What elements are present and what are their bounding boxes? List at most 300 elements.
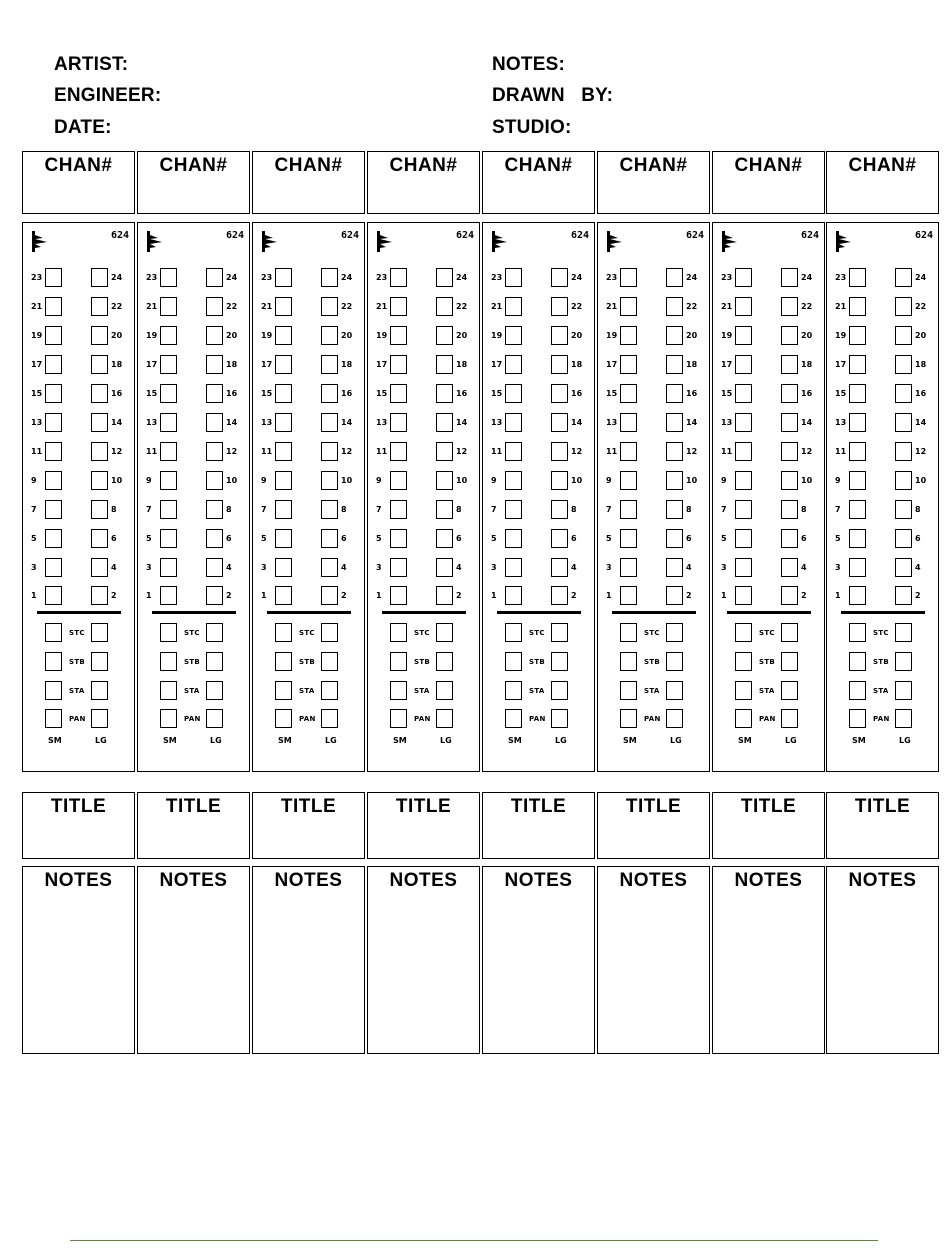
track-select-left[interactable] bbox=[849, 326, 866, 345]
track-select-right[interactable] bbox=[436, 558, 453, 577]
track-select-right[interactable] bbox=[551, 558, 568, 577]
eq-select-right[interactable] bbox=[666, 652, 683, 671]
track-select-right[interactable] bbox=[666, 413, 683, 432]
track-select-left[interactable] bbox=[160, 268, 177, 287]
eq-select-right[interactable] bbox=[436, 623, 453, 642]
title-box[interactable] bbox=[137, 792, 250, 859]
track-select-left[interactable] bbox=[275, 529, 292, 548]
track-number-right: 18 bbox=[686, 360, 698, 369]
track-select-right[interactable] bbox=[436, 471, 453, 490]
track-select-right[interactable] bbox=[206, 586, 223, 605]
track-select-right[interactable] bbox=[781, 442, 798, 461]
track-select-left[interactable] bbox=[505, 529, 522, 548]
track-select-right[interactable] bbox=[551, 384, 568, 403]
track-select-right[interactable] bbox=[321, 471, 338, 490]
title-box[interactable] bbox=[597, 792, 710, 859]
eq-select-right[interactable] bbox=[206, 709, 223, 728]
track-number-left: 1 bbox=[835, 591, 841, 600]
track-select-right[interactable] bbox=[551, 586, 568, 605]
track-select-left[interactable] bbox=[390, 297, 407, 316]
eq-select-right[interactable] bbox=[781, 709, 798, 728]
track-select-left[interactable] bbox=[160, 586, 177, 605]
track-select-left[interactable] bbox=[620, 442, 637, 461]
channel-box[interactable] bbox=[367, 151, 480, 214]
title-box[interactable] bbox=[482, 792, 595, 859]
eq-select-left[interactable] bbox=[390, 623, 407, 642]
track-select-right[interactable] bbox=[666, 297, 683, 316]
eq-label: STC bbox=[759, 629, 775, 637]
track-number-left: 23 bbox=[146, 273, 158, 282]
track-select-right[interactable] bbox=[781, 297, 798, 316]
track-select-right[interactable] bbox=[91, 297, 108, 316]
track-select-left[interactable] bbox=[849, 529, 866, 548]
notes-box[interactable] bbox=[712, 866, 825, 1054]
eq-select-left[interactable] bbox=[275, 681, 292, 700]
track-select-right[interactable] bbox=[321, 442, 338, 461]
track-select-left[interactable] bbox=[735, 413, 752, 432]
track-select-left[interactable] bbox=[620, 413, 637, 432]
track-select-left[interactable] bbox=[45, 529, 62, 548]
track-select-left[interactable] bbox=[390, 413, 407, 432]
foot-label-sm: SM bbox=[163, 736, 177, 745]
eq-select-right[interactable] bbox=[321, 681, 338, 700]
track-select-right[interactable] bbox=[206, 268, 223, 287]
track-select-left[interactable] bbox=[505, 326, 522, 345]
eq-select-right[interactable] bbox=[895, 623, 912, 642]
track-select-left[interactable] bbox=[735, 471, 752, 490]
title-box[interactable] bbox=[712, 792, 825, 859]
notes-box[interactable] bbox=[137, 866, 250, 1054]
eq-select-right[interactable] bbox=[321, 623, 338, 642]
notes-box[interactable] bbox=[482, 866, 595, 1054]
eq-select-right[interactable] bbox=[91, 709, 108, 728]
track-select-left[interactable] bbox=[390, 529, 407, 548]
eq-select-left[interactable] bbox=[390, 652, 407, 671]
track-select-right[interactable] bbox=[321, 268, 338, 287]
track-select-right[interactable] bbox=[206, 471, 223, 490]
track-select-left[interactable] bbox=[160, 558, 177, 577]
track-select-right[interactable] bbox=[781, 471, 798, 490]
track-select-left[interactable] bbox=[505, 355, 522, 374]
track-number-left: 21 bbox=[835, 302, 847, 311]
track-select-right[interactable] bbox=[666, 326, 683, 345]
eq-select-left[interactable] bbox=[505, 681, 522, 700]
title-box[interactable] bbox=[22, 792, 135, 859]
eq-select-left[interactable] bbox=[275, 652, 292, 671]
eq-select-left[interactable] bbox=[849, 652, 866, 671]
track-select-right[interactable] bbox=[321, 297, 338, 316]
eq-select-right[interactable] bbox=[551, 652, 568, 671]
track-select-right[interactable] bbox=[781, 558, 798, 577]
eq-select-right[interactable] bbox=[781, 681, 798, 700]
eq-select-right[interactable] bbox=[666, 681, 683, 700]
track-select-left[interactable] bbox=[620, 558, 637, 577]
eq-select-left[interactable] bbox=[735, 652, 752, 671]
eq-select-right[interactable] bbox=[91, 623, 108, 642]
track-select-left[interactable] bbox=[849, 558, 866, 577]
eq-select-right[interactable] bbox=[91, 652, 108, 671]
title-label: TITLE bbox=[625, 796, 682, 817]
track-select-right[interactable] bbox=[91, 268, 108, 287]
track-select-right[interactable] bbox=[321, 326, 338, 345]
track-select-right[interactable] bbox=[895, 268, 912, 287]
track-select-left[interactable] bbox=[505, 558, 522, 577]
channel-box[interactable] bbox=[826, 151, 939, 214]
channel-box[interactable] bbox=[597, 151, 710, 214]
track-select-left[interactable] bbox=[505, 442, 522, 461]
eq-select-left[interactable] bbox=[45, 681, 62, 700]
eq-label: PAN bbox=[184, 715, 201, 723]
eq-select-right[interactable] bbox=[436, 652, 453, 671]
track-select-right[interactable] bbox=[781, 268, 798, 287]
eq-select-right[interactable] bbox=[666, 709, 683, 728]
track-select-right[interactable] bbox=[666, 529, 683, 548]
track-select-left[interactable] bbox=[849, 500, 866, 519]
eq-select-left[interactable] bbox=[735, 681, 752, 700]
track-number-right: 8 bbox=[571, 505, 577, 514]
track-select-left[interactable] bbox=[275, 442, 292, 461]
track-select-left[interactable] bbox=[160, 413, 177, 432]
track-select-left[interactable] bbox=[45, 384, 62, 403]
eq-select-left[interactable] bbox=[505, 709, 522, 728]
track-select-right[interactable] bbox=[781, 384, 798, 403]
track-select-right[interactable] bbox=[895, 384, 912, 403]
eq-select-left[interactable] bbox=[275, 709, 292, 728]
track-select-left[interactable] bbox=[505, 413, 522, 432]
track-select-right[interactable] bbox=[91, 500, 108, 519]
track-select-left[interactable] bbox=[620, 268, 637, 287]
eq-select-right[interactable] bbox=[781, 652, 798, 671]
track-select-left[interactable] bbox=[45, 355, 62, 374]
track-select-left[interactable] bbox=[505, 500, 522, 519]
eq-select-left[interactable] bbox=[45, 623, 62, 642]
title-box[interactable] bbox=[367, 792, 480, 859]
track-select-left[interactable] bbox=[275, 558, 292, 577]
track-select-left[interactable] bbox=[390, 558, 407, 577]
eq-select-right[interactable] bbox=[321, 709, 338, 728]
track-select-left[interactable] bbox=[849, 297, 866, 316]
eq-select-right[interactable] bbox=[436, 681, 453, 700]
eq-select-left[interactable] bbox=[505, 623, 522, 642]
track-select-left[interactable] bbox=[390, 442, 407, 461]
track-select-right[interactable] bbox=[781, 326, 798, 345]
track-select-right[interactable] bbox=[436, 529, 453, 548]
track-select-left[interactable] bbox=[160, 442, 177, 461]
track-select-left[interactable] bbox=[160, 297, 177, 316]
track-select-left[interactable] bbox=[275, 326, 292, 345]
track-number-right: 10 bbox=[915, 476, 927, 485]
track-select-left[interactable] bbox=[849, 268, 866, 287]
track-select-right[interactable] bbox=[551, 500, 568, 519]
channel-box[interactable] bbox=[252, 151, 365, 214]
track-select-left[interactable] bbox=[735, 442, 752, 461]
track-select-right[interactable] bbox=[436, 384, 453, 403]
track-select-left[interactable] bbox=[620, 384, 637, 403]
track-select-left[interactable] bbox=[735, 529, 752, 548]
track-select-right[interactable] bbox=[666, 442, 683, 461]
track-select-right[interactable] bbox=[91, 529, 108, 548]
track-number-left: 23 bbox=[835, 273, 847, 282]
track-select-left[interactable] bbox=[390, 268, 407, 287]
notes-box[interactable] bbox=[597, 866, 710, 1054]
track-select-left[interactable] bbox=[160, 384, 177, 403]
eq-select-left[interactable] bbox=[275, 623, 292, 642]
track-number-left: 9 bbox=[146, 476, 152, 485]
track-select-left[interactable] bbox=[390, 586, 407, 605]
track-select-left[interactable] bbox=[160, 500, 177, 519]
track-select-left[interactable] bbox=[849, 384, 866, 403]
track-select-left[interactable] bbox=[620, 586, 637, 605]
eq-select-right[interactable] bbox=[895, 652, 912, 671]
track-select-right[interactable] bbox=[206, 558, 223, 577]
track-number-left: 5 bbox=[491, 534, 497, 543]
track-select-right[interactable] bbox=[551, 355, 568, 374]
track-select-right[interactable] bbox=[436, 413, 453, 432]
track-select-left[interactable] bbox=[275, 355, 292, 374]
track-select-left[interactable] bbox=[45, 442, 62, 461]
track-select-left[interactable] bbox=[735, 586, 752, 605]
track-select-left[interactable] bbox=[390, 500, 407, 519]
eq-select-left[interactable] bbox=[160, 652, 177, 671]
track-select-right[interactable] bbox=[91, 326, 108, 345]
track-select-left[interactable] bbox=[849, 442, 866, 461]
track-select-left[interactable] bbox=[735, 268, 752, 287]
track-number-right: 20 bbox=[456, 331, 468, 340]
track-select-right[interactable] bbox=[551, 297, 568, 316]
eq-select-right[interactable] bbox=[895, 681, 912, 700]
eq-select-left[interactable] bbox=[390, 709, 407, 728]
track-select-left[interactable] bbox=[160, 471, 177, 490]
track-select-left[interactable] bbox=[849, 471, 866, 490]
eq-select-right[interactable] bbox=[781, 623, 798, 642]
eq-select-left[interactable] bbox=[160, 623, 177, 642]
track-select-right[interactable] bbox=[666, 471, 683, 490]
track-select-left[interactable] bbox=[45, 586, 62, 605]
channel-box[interactable] bbox=[482, 151, 595, 214]
track-select-right[interactable] bbox=[321, 355, 338, 374]
track-select-right[interactable] bbox=[666, 355, 683, 374]
track-select-right[interactable] bbox=[436, 297, 453, 316]
track-select-right[interactable] bbox=[321, 384, 338, 403]
eq-select-left[interactable] bbox=[160, 681, 177, 700]
track-select-left[interactable] bbox=[735, 297, 752, 316]
track-select-right[interactable] bbox=[666, 586, 683, 605]
track-select-left[interactable] bbox=[275, 500, 292, 519]
eq-select-left[interactable] bbox=[620, 652, 637, 671]
track-select-left[interactable] bbox=[390, 471, 407, 490]
track-select-left[interactable] bbox=[390, 355, 407, 374]
track-select-right[interactable] bbox=[666, 268, 683, 287]
eq-select-right[interactable] bbox=[206, 652, 223, 671]
eq-select-left[interactable] bbox=[620, 681, 637, 700]
track-select-left[interactable] bbox=[620, 355, 637, 374]
track-select-left[interactable] bbox=[45, 471, 62, 490]
track-select-left[interactable] bbox=[620, 297, 637, 316]
track-select-left[interactable] bbox=[275, 268, 292, 287]
eq-select-left[interactable] bbox=[45, 652, 62, 671]
track-select-right[interactable] bbox=[781, 500, 798, 519]
track-select-right[interactable] bbox=[666, 500, 683, 519]
eq-select-right[interactable] bbox=[551, 681, 568, 700]
eq-select-left[interactable] bbox=[390, 681, 407, 700]
track-select-right[interactable] bbox=[895, 297, 912, 316]
track-select-left[interactable] bbox=[505, 471, 522, 490]
notes-box[interactable] bbox=[252, 866, 365, 1054]
track-select-right[interactable] bbox=[895, 442, 912, 461]
track-select-left[interactable] bbox=[849, 586, 866, 605]
track-select-right[interactable] bbox=[436, 442, 453, 461]
track-select-left[interactable] bbox=[505, 268, 522, 287]
track-select-right[interactable] bbox=[206, 326, 223, 345]
track-select-left[interactable] bbox=[505, 586, 522, 605]
track-select-right[interactable] bbox=[895, 529, 912, 548]
channel-box[interactable] bbox=[712, 151, 825, 214]
eq-label: STA bbox=[184, 687, 200, 695]
notes-box[interactable] bbox=[22, 866, 135, 1054]
eq-select-left[interactable] bbox=[620, 709, 637, 728]
track-select-right[interactable] bbox=[895, 413, 912, 432]
track-select-left[interactable] bbox=[275, 384, 292, 403]
eq-select-left[interactable] bbox=[45, 709, 62, 728]
track-select-left[interactable] bbox=[160, 355, 177, 374]
eq-select-left[interactable] bbox=[620, 623, 637, 642]
track-select-right[interactable] bbox=[436, 326, 453, 345]
eq-select-right[interactable] bbox=[666, 623, 683, 642]
track-select-right[interactable] bbox=[91, 471, 108, 490]
track-select-right[interactable] bbox=[895, 471, 912, 490]
track-select-left[interactable] bbox=[849, 355, 866, 374]
track-select-left[interactable] bbox=[45, 268, 62, 287]
track-select-left[interactable] bbox=[45, 558, 62, 577]
track-select-left[interactable] bbox=[505, 384, 522, 403]
track-select-right[interactable] bbox=[321, 500, 338, 519]
track-select-right[interactable] bbox=[91, 413, 108, 432]
track-select-right[interactable] bbox=[666, 384, 683, 403]
brand-logo-icon bbox=[259, 229, 281, 253]
track-select-right[interactable] bbox=[895, 586, 912, 605]
track-select-right[interactable] bbox=[206, 442, 223, 461]
track-select-right[interactable] bbox=[321, 413, 338, 432]
track-select-right[interactable] bbox=[895, 326, 912, 345]
title-box[interactable] bbox=[826, 792, 939, 859]
track-select-left[interactable] bbox=[735, 355, 752, 374]
eq-select-right[interactable] bbox=[436, 709, 453, 728]
track-select-right[interactable] bbox=[551, 326, 568, 345]
track-select-right[interactable] bbox=[551, 471, 568, 490]
track-select-right[interactable] bbox=[895, 558, 912, 577]
track-select-right[interactable] bbox=[206, 297, 223, 316]
eq-select-left[interactable] bbox=[160, 709, 177, 728]
track-select-left[interactable] bbox=[620, 326, 637, 345]
eq-select-right[interactable] bbox=[551, 623, 568, 642]
track-select-left[interactable] bbox=[735, 500, 752, 519]
track-select-left[interactable] bbox=[390, 384, 407, 403]
track-select-right[interactable] bbox=[436, 586, 453, 605]
track-select-left[interactable] bbox=[160, 529, 177, 548]
track-select-right[interactable] bbox=[321, 586, 338, 605]
track-select-left[interactable] bbox=[275, 413, 292, 432]
track-select-left[interactable] bbox=[45, 413, 62, 432]
track-select-right[interactable] bbox=[91, 586, 108, 605]
track-select-left[interactable] bbox=[45, 297, 62, 316]
track-select-left[interactable] bbox=[275, 586, 292, 605]
eq-select-right[interactable] bbox=[91, 681, 108, 700]
track-select-right[interactable] bbox=[551, 529, 568, 548]
track-select-right[interactable] bbox=[206, 500, 223, 519]
eq-select-right[interactable] bbox=[551, 709, 568, 728]
track-select-right[interactable] bbox=[91, 442, 108, 461]
track-select-right[interactable] bbox=[551, 442, 568, 461]
eq-select-left[interactable] bbox=[735, 623, 752, 642]
track-select-right[interactable] bbox=[551, 268, 568, 287]
track-select-right[interactable] bbox=[781, 355, 798, 374]
track-select-right[interactable] bbox=[91, 558, 108, 577]
eq-select-left[interactable] bbox=[735, 709, 752, 728]
track-select-right[interactable] bbox=[436, 500, 453, 519]
track-select-right[interactable] bbox=[91, 384, 108, 403]
track-select-right[interactable] bbox=[895, 355, 912, 374]
track-select-left[interactable] bbox=[505, 297, 522, 316]
track-number-right: 6 bbox=[801, 534, 807, 543]
track-select-left[interactable] bbox=[275, 297, 292, 316]
track-number-left: 15 bbox=[261, 389, 273, 398]
track-select-right[interactable] bbox=[551, 413, 568, 432]
track-select-left[interactable] bbox=[45, 500, 62, 519]
track-select-right[interactable] bbox=[206, 355, 223, 374]
eq-select-left[interactable] bbox=[849, 681, 866, 700]
track-number-right: 22 bbox=[456, 302, 468, 311]
channel-box[interactable] bbox=[137, 151, 250, 214]
track-select-left[interactable] bbox=[160, 326, 177, 345]
eq-select-right[interactable] bbox=[206, 681, 223, 700]
track-select-right[interactable] bbox=[206, 529, 223, 548]
track-select-right[interactable] bbox=[436, 355, 453, 374]
title-box[interactable] bbox=[252, 792, 365, 859]
track-select-right[interactable] bbox=[781, 586, 798, 605]
channel-box[interactable] bbox=[22, 151, 135, 214]
eq-select-right[interactable] bbox=[321, 652, 338, 671]
track-select-left[interactable] bbox=[620, 471, 637, 490]
track-select-left[interactable] bbox=[735, 558, 752, 577]
track-select-left[interactable] bbox=[849, 413, 866, 432]
track-number-left: 13 bbox=[146, 418, 158, 427]
track-select-right[interactable] bbox=[895, 500, 912, 519]
eq-select-left[interactable] bbox=[505, 652, 522, 671]
track-select-left[interactable] bbox=[45, 326, 62, 345]
notes-box[interactable] bbox=[367, 866, 480, 1054]
track-select-right[interactable] bbox=[436, 268, 453, 287]
track-select-right[interactable] bbox=[206, 384, 223, 403]
track-select-right[interactable] bbox=[321, 558, 338, 577]
eq-select-right[interactable] bbox=[895, 709, 912, 728]
track-select-left[interactable] bbox=[620, 529, 637, 548]
track-select-left[interactable] bbox=[390, 326, 407, 345]
track-select-right[interactable] bbox=[91, 355, 108, 374]
track-select-right[interactable] bbox=[781, 413, 798, 432]
notes-box[interactable] bbox=[826, 866, 939, 1054]
track-select-right[interactable] bbox=[321, 529, 338, 548]
track-select-left[interactable] bbox=[735, 326, 752, 345]
track-select-left[interactable] bbox=[620, 500, 637, 519]
track-select-right[interactable] bbox=[666, 558, 683, 577]
eq-select-left[interactable] bbox=[849, 623, 866, 642]
eq-select-left[interactable] bbox=[849, 709, 866, 728]
eq-select-right[interactable] bbox=[206, 623, 223, 642]
track-select-left[interactable] bbox=[275, 471, 292, 490]
track-select-right[interactable] bbox=[206, 413, 223, 432]
track-select-right[interactable] bbox=[781, 529, 798, 548]
track-select-left[interactable] bbox=[735, 384, 752, 403]
